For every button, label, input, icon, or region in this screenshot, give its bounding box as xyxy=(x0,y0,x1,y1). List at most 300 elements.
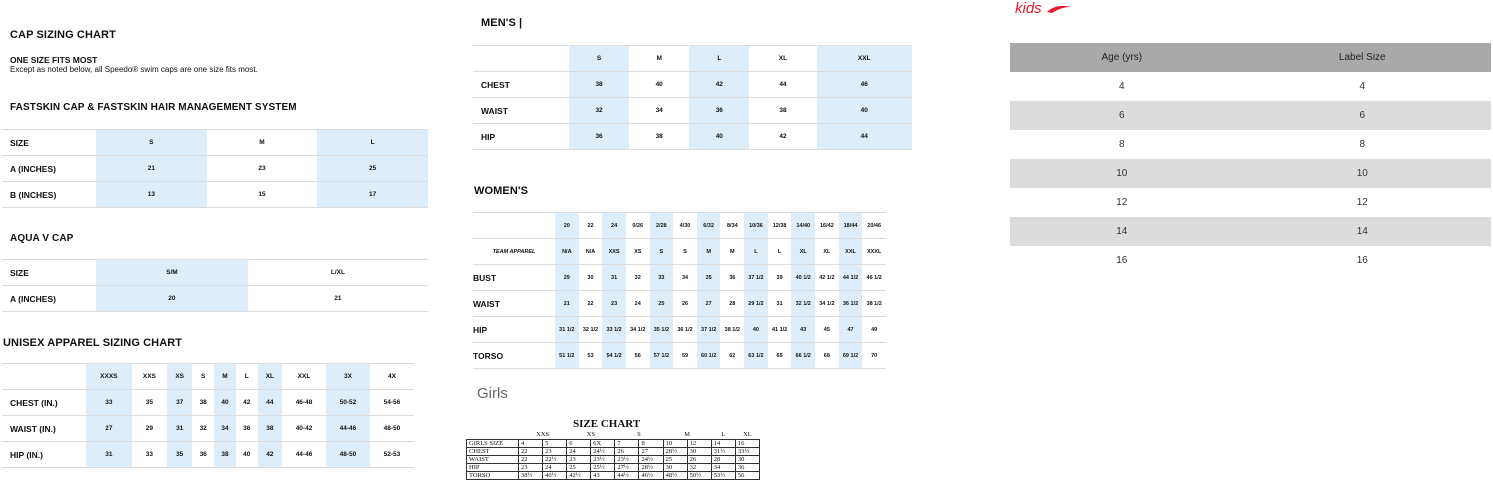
size-header: 4/30 xyxy=(673,213,697,239)
table-row xyxy=(1010,101,1491,130)
table-cell: 20 xyxy=(96,286,248,312)
table-cell: 24½ xyxy=(591,447,615,455)
table-cell: 6 xyxy=(1234,101,1491,130)
table-cell: 23 xyxy=(207,156,318,182)
table-cell: 27 xyxy=(639,447,663,455)
table-cell: 65 xyxy=(768,343,792,369)
table-cell: 44 1/2 xyxy=(839,265,863,291)
row-label: GIRLS SIZE xyxy=(467,439,519,447)
cap-sizing-title: CAP SIZING CHART xyxy=(10,29,116,41)
size-header: XXS xyxy=(132,364,167,390)
table-cell: 36 1/2 xyxy=(673,317,697,343)
aquav-table xyxy=(2,259,428,312)
table-row xyxy=(2,390,414,416)
row-label: A (INCHES) xyxy=(2,156,96,182)
table-cell: 32 xyxy=(626,265,650,291)
row-label: SIZE xyxy=(2,130,96,156)
table-cell: 36 xyxy=(192,442,214,468)
one-size-block xyxy=(10,56,258,74)
size-header: 20 xyxy=(555,213,579,239)
table-cell: 31 xyxy=(167,416,192,442)
table-cell: 33 xyxy=(86,390,132,416)
team-cell: XXS xyxy=(602,239,626,265)
table-cell: 40 xyxy=(629,72,689,98)
table-row xyxy=(467,447,760,455)
row-label: TORSO xyxy=(467,471,519,479)
row-label: HIP (IN.) xyxy=(2,442,86,468)
table-cell: 25 xyxy=(317,156,428,182)
table-row xyxy=(467,455,760,463)
table-cell: 30 xyxy=(687,447,711,455)
table-cell: 38 xyxy=(569,72,629,98)
table-cell: L xyxy=(317,130,428,156)
table-cell: 44-46 xyxy=(282,442,326,468)
team-cell: XL xyxy=(815,239,839,265)
team-cell: M xyxy=(697,239,721,265)
table-row xyxy=(2,416,414,442)
table-cell: 38 1/2 xyxy=(720,317,744,343)
table-row xyxy=(1010,72,1491,101)
table-cell: 28 xyxy=(711,455,735,463)
table-cell: 12 xyxy=(1356,197,1368,208)
table-cell: 48-50 xyxy=(370,416,414,442)
table-cell: 37 1/2 xyxy=(744,265,768,291)
table-cell: 68 xyxy=(815,343,839,369)
table-cell: 38½ xyxy=(519,471,543,479)
table-cell: 66 1/2 xyxy=(791,343,815,369)
size-header: XXL xyxy=(282,364,326,390)
table-cell: 8 xyxy=(639,439,663,447)
table-cell: 48-50 xyxy=(326,442,370,468)
table-row xyxy=(467,439,760,447)
team-cell: M xyxy=(720,239,744,265)
team-apparel-row xyxy=(473,239,886,265)
table-cell: 31½ xyxy=(711,447,735,455)
table-cell: 36 xyxy=(735,463,759,471)
table-cell: 46½ xyxy=(639,471,663,479)
table-cell: 15 xyxy=(207,182,318,208)
row-label: CHEST xyxy=(467,447,519,455)
size-header: 2/28 xyxy=(650,213,674,239)
table-cell: 6X xyxy=(591,439,615,447)
size-header: 14/40 xyxy=(791,213,815,239)
aquav-title: AQUA V CAP xyxy=(10,233,74,244)
team-cell: L xyxy=(744,239,768,265)
table-cell: M xyxy=(207,130,318,156)
table-cell: 40 xyxy=(236,442,258,468)
size-header: 18/44 xyxy=(839,213,863,239)
table-row xyxy=(1010,188,1491,217)
one-size-title: ONE SIZE FITS MOST xyxy=(10,55,98,65)
size-group: XS xyxy=(567,431,615,439)
table-cell: 40 xyxy=(214,390,236,416)
team-cell: XXL xyxy=(839,239,863,265)
table-cell: 4 xyxy=(1359,81,1366,92)
table-cell: 27 xyxy=(697,291,721,317)
table-cell: 31 xyxy=(602,265,626,291)
table-cell: 25 xyxy=(663,455,687,463)
table-cell: 10 xyxy=(663,439,687,447)
table-cell: 23 xyxy=(567,455,591,463)
table-cell: 50½ xyxy=(687,471,711,479)
table-cell: 43 xyxy=(791,317,815,343)
corner-cell xyxy=(467,431,519,439)
table-cell: 8 xyxy=(1119,139,1125,150)
table-cell: 44 xyxy=(817,124,912,150)
size-header: 8/34 xyxy=(720,213,744,239)
table-cell: 30 xyxy=(663,463,687,471)
table-cell: 44 xyxy=(258,390,282,416)
table-cell: S xyxy=(96,130,207,156)
table-cell: 57 1/2 xyxy=(650,343,674,369)
table-row xyxy=(1010,217,1491,246)
size-header: XXL xyxy=(817,46,912,72)
mens-title: MEN'S | xyxy=(481,17,523,29)
table-cell: 6 xyxy=(567,439,591,447)
table-cell: 21 xyxy=(248,286,428,312)
table-cell: 16 xyxy=(735,439,759,447)
table-cell: 32 1/2 xyxy=(579,317,603,343)
table-row xyxy=(473,265,886,291)
table-row xyxy=(473,124,912,150)
table-cell: 5 xyxy=(543,439,567,447)
table-cell: 23 xyxy=(602,291,626,317)
table-cell: 40 1/2 xyxy=(791,265,815,291)
table-cell: 32 1/2 xyxy=(791,291,815,317)
table-cell: 36 xyxy=(689,98,749,124)
size-header: XS xyxy=(167,364,192,390)
size-header: 22 xyxy=(579,213,603,239)
table-cell: 44-46 xyxy=(326,416,370,442)
table-cell: 34 xyxy=(711,463,735,471)
corner-cell xyxy=(473,213,555,239)
size-header: S xyxy=(569,46,629,72)
size-group: XXS xyxy=(519,431,567,439)
table-cell: 38 xyxy=(749,98,816,124)
table-cell: 35 xyxy=(132,390,167,416)
table-cell: 54-56 xyxy=(370,390,414,416)
table-cell: 38 xyxy=(629,124,689,150)
row-label: B (INCHES) xyxy=(2,182,96,208)
table-cell: L/XL xyxy=(248,260,428,286)
size-header: 20/46 xyxy=(862,213,886,239)
table-cell: 48½ xyxy=(663,471,687,479)
team-cell: L xyxy=(768,239,792,265)
team-cell: XL xyxy=(791,239,815,265)
table-cell: 34 1/2 xyxy=(626,317,650,343)
table-row xyxy=(473,98,912,124)
table-cell: 12 xyxy=(1116,197,1128,208)
table-cell: 29 xyxy=(555,265,579,291)
table-cell: S/M xyxy=(96,260,248,286)
size-group: S xyxy=(615,431,663,439)
table-cell: 22 xyxy=(519,455,543,463)
table-cell: 69 1/2 xyxy=(839,343,863,369)
table-cell: 27 xyxy=(86,416,132,442)
table-cell: 12 xyxy=(687,439,711,447)
size-header: 4X xyxy=(370,364,414,390)
table-cell: 36 xyxy=(236,416,258,442)
table-cell: 50-52 xyxy=(326,390,370,416)
size-header: L xyxy=(236,364,258,390)
table-cell: 10 xyxy=(1234,159,1491,188)
table-cell: 42½ xyxy=(567,471,591,479)
header-row xyxy=(473,46,912,72)
table-cell: 53½ xyxy=(711,471,735,479)
table-cell: 39 xyxy=(768,265,792,291)
team-cell: XXXL xyxy=(862,239,886,265)
table-cell: 56 xyxy=(735,471,759,479)
team-apparel-label: TEAM APPAREL xyxy=(473,239,555,265)
table-row xyxy=(473,343,886,369)
table-cell: 26 xyxy=(687,455,711,463)
table-cell: 47 xyxy=(839,317,863,343)
table-row xyxy=(467,463,760,471)
row-label: WAIST (IN.) xyxy=(2,416,86,442)
header-row xyxy=(473,213,886,239)
row-label: HIP xyxy=(473,124,569,150)
table-cell: 33 xyxy=(650,265,674,291)
table-cell: 41 1/2 xyxy=(768,317,792,343)
table-row xyxy=(2,182,428,208)
table-cell: 38 1/2 xyxy=(862,291,886,317)
table-cell: 43 xyxy=(591,471,615,479)
corner-cell xyxy=(473,46,569,72)
table-cell: 56 xyxy=(626,343,650,369)
table-cell: 46 1/2 xyxy=(862,265,886,291)
table-cell: 28½ xyxy=(663,447,687,455)
table-cell: 63 1/2 xyxy=(744,343,768,369)
table-cell: 70 xyxy=(862,343,886,369)
table-cell: 35 1/2 xyxy=(650,317,674,343)
row-label: HIP xyxy=(467,463,519,471)
unisex-table xyxy=(2,363,414,468)
table-cell: 52-53 xyxy=(370,442,414,468)
row-label: HIP xyxy=(473,317,555,343)
table-cell: 28 xyxy=(720,291,744,317)
table-cell: 30 xyxy=(579,265,603,291)
table-cell: 33½ xyxy=(735,447,759,455)
table-cell: 22 xyxy=(579,291,603,317)
table-cell: 8 xyxy=(1359,139,1366,150)
row-label: BUST xyxy=(473,265,555,291)
row-label: WAIST xyxy=(473,98,569,124)
size-header: S xyxy=(192,364,214,390)
table-cell: 42 xyxy=(749,124,816,150)
table-cell: 37 xyxy=(167,390,192,416)
womens-title: WOMEN'S xyxy=(474,185,529,197)
table-cell: 38 xyxy=(192,390,214,416)
womens-table xyxy=(473,212,886,369)
girls-title: Girls xyxy=(477,385,508,402)
fastskin-title: FASTSKIN CAP & FASTSKIN HAIR MANAGEMENT SYSTEM xyxy=(10,102,297,113)
header-row xyxy=(1010,43,1491,72)
table-cell: 40-42 xyxy=(282,416,326,442)
table-row xyxy=(2,130,428,156)
size-group: M xyxy=(663,431,711,439)
table-cell: 37 1/2 xyxy=(697,317,721,343)
table-cell: 42 xyxy=(258,442,282,468)
table-cell: 40 xyxy=(744,317,768,343)
table-cell: 7 xyxy=(615,439,639,447)
table-cell: 46 xyxy=(817,72,912,98)
table-cell: 40½ xyxy=(543,471,567,479)
table-cell: 46-48 xyxy=(282,390,326,416)
table-cell: 17 xyxy=(317,182,428,208)
table-cell: 42 xyxy=(689,72,749,98)
kids-logo-text: kids xyxy=(1015,0,1042,17)
table-cell: 29 xyxy=(132,416,167,442)
table-cell: 49 xyxy=(862,317,886,343)
table-cell: 25 xyxy=(567,463,591,471)
size-group: XL xyxy=(735,431,759,439)
table-cell: 31 1/2 xyxy=(555,317,579,343)
table-cell: 10 xyxy=(1010,159,1234,188)
table-cell: 30 xyxy=(735,455,759,463)
table-cell: 26 xyxy=(673,291,697,317)
size-header: XL xyxy=(749,46,816,72)
table-cell: 32 xyxy=(569,98,629,124)
table-row xyxy=(473,317,886,343)
table-cell: 14 xyxy=(1010,217,1234,246)
table-cell: 33 xyxy=(132,442,167,468)
size-header: 6/32 xyxy=(697,213,721,239)
team-cell: S xyxy=(650,239,674,265)
size-header: XXXS xyxy=(86,364,132,390)
table-row xyxy=(1010,159,1491,188)
table-cell: 6 xyxy=(1010,101,1234,130)
fastskin-table xyxy=(2,129,428,208)
table-row xyxy=(473,291,886,317)
table-cell: 31 xyxy=(86,442,132,468)
table-cell: 14 xyxy=(1234,217,1491,246)
table-cell: 36 xyxy=(569,124,629,150)
table-cell: 44 xyxy=(749,72,816,98)
table-cell: 54 1/2 xyxy=(602,343,626,369)
table-cell: 26 xyxy=(615,447,639,455)
table-cell: 62 xyxy=(720,343,744,369)
table-cell: 23 xyxy=(519,463,543,471)
table-cell: 21 xyxy=(96,156,207,182)
row-label: WAIST xyxy=(467,455,519,463)
table-cell: 35 xyxy=(697,265,721,291)
table-cell: 51 1/2 xyxy=(555,343,579,369)
header-row xyxy=(2,364,414,390)
table-cell: 23 xyxy=(543,447,567,455)
table-cell: 24 xyxy=(543,463,567,471)
table-cell: 24 xyxy=(567,447,591,455)
team-cell: N/A xyxy=(555,239,579,265)
row-label: CHEST (IN.) xyxy=(2,390,86,416)
one-size-note: Except as noted below, all Speedo® swim caps are one size fits most. xyxy=(10,65,258,74)
table-cell: 16 xyxy=(1116,255,1128,266)
corner-cell xyxy=(2,364,86,390)
table-row xyxy=(2,156,428,182)
size-header: 16/42 xyxy=(815,213,839,239)
table-cell: 45 xyxy=(815,317,839,343)
table-row xyxy=(2,286,428,312)
table-cell: 25 xyxy=(650,291,674,317)
table-cell: 38 xyxy=(258,416,282,442)
table-cell: 44½ xyxy=(615,471,639,479)
table-cell: 40 xyxy=(817,98,912,124)
table-cell: 22 xyxy=(519,447,543,455)
table-cell: 60 1/2 xyxy=(697,343,721,369)
row-label: CHEST xyxy=(473,72,569,98)
table-cell: 38 xyxy=(214,442,236,468)
table-cell: 23½ xyxy=(615,455,639,463)
table-cell: 36 1/2 xyxy=(839,291,863,317)
size-header: XL xyxy=(258,364,282,390)
team-cell: S xyxy=(673,239,697,265)
table-cell: 59 xyxy=(673,343,697,369)
table-cell: 32 xyxy=(687,463,711,471)
table-row xyxy=(1010,130,1491,159)
table-cell: 28½ xyxy=(639,463,663,471)
table-cell: 4 xyxy=(1119,81,1125,92)
kids-logo xyxy=(1015,0,1072,18)
table-cell: 40 xyxy=(689,124,749,150)
size-header: M xyxy=(629,46,689,72)
size-group-row xyxy=(467,431,760,439)
row-label: A (INCHES) xyxy=(2,286,96,312)
size-group: L xyxy=(711,431,735,439)
table-cell: 33 1/2 xyxy=(602,317,626,343)
table-row xyxy=(2,442,414,468)
column-header: Age (yrs) xyxy=(1010,43,1234,72)
table-cell: 25½ xyxy=(591,463,615,471)
table-cell: 32 xyxy=(192,416,214,442)
table-row xyxy=(1010,246,1491,275)
table-cell: 24½ xyxy=(639,455,663,463)
unisex-title: UNISEX APPAREL SIZING CHART xyxy=(3,337,183,349)
table-cell: 29 1/2 xyxy=(744,291,768,317)
size-header: 12/38 xyxy=(768,213,792,239)
table-cell: 23½ xyxy=(591,455,615,463)
table-cell: 34 xyxy=(214,416,236,442)
table-cell: 34 xyxy=(673,265,697,291)
size-header: 0/26 xyxy=(626,213,650,239)
table-cell: 42 1/2 xyxy=(815,265,839,291)
table-cell: 24 xyxy=(626,291,650,317)
mens-table xyxy=(473,45,912,150)
team-cell: XS xyxy=(626,239,650,265)
column-header: Label Size xyxy=(1234,43,1491,72)
row-label: WAIST xyxy=(473,291,555,317)
table-cell: 22½ xyxy=(543,455,567,463)
table-row xyxy=(473,72,912,98)
table-cell: 53 xyxy=(579,343,603,369)
table-row xyxy=(2,260,428,286)
kids-table xyxy=(1010,43,1491,275)
table-cell: 14 xyxy=(711,439,735,447)
team-cell: N/A xyxy=(579,239,603,265)
table-cell: 27½ xyxy=(615,463,639,471)
table-cell: 34 xyxy=(629,98,689,124)
girls-table xyxy=(466,431,760,480)
size-header: 24 xyxy=(602,213,626,239)
table-row xyxy=(467,471,760,479)
size-header: 10/36 xyxy=(744,213,768,239)
table-cell: 34 1/2 xyxy=(815,291,839,317)
table-cell: 16 xyxy=(1356,255,1368,266)
table-cell: 31 xyxy=(768,291,792,317)
table-cell: 13 xyxy=(96,182,207,208)
table-cell: 21 xyxy=(555,291,579,317)
table-cell: 4 xyxy=(519,439,543,447)
size-header: L xyxy=(689,46,749,72)
table-cell: 42 xyxy=(236,390,258,416)
